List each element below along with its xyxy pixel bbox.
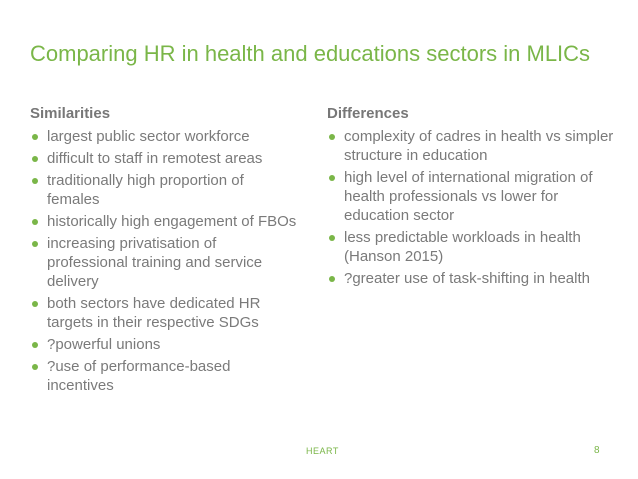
differences-list [327,127,617,288]
bullet-item: both sectors have dedicated HR targets in their respective SDGs [30,294,300,332]
differences-heading: Differences [327,105,409,122]
bullet-item: less predictable workloads in health (Hanson 2015) [327,228,617,266]
bullet-item: complexity of cadres in health vs simpler structure in education [327,127,617,165]
differences-column [327,104,617,291]
bullet-item: ?greater use of task-shifting in health [327,269,617,288]
slide-title: Comparing HR in health and educations sectors in MLICs [30,41,591,66]
bullet-item: ?powerful unions [30,335,300,354]
similarities-list [30,127,300,395]
bullet-item: historically high engagement of FBOs [30,212,300,231]
footer-brand: HEART [306,446,339,456]
bullet-item: increasing privatisation of professional training and service delivery [30,234,300,291]
similarities-column [30,104,300,398]
bullet-item: high level of international migration of health professionals vs lower for education sector [327,168,617,225]
bullet-item: largest public sector workforce [30,127,300,146]
bullet-item: difficult to staff in remotest areas [30,149,300,168]
bullet-item: traditionally high proportion of females [30,171,300,209]
bullet-item: ?use of performance-based incentives [30,357,300,395]
page-number: 8 [594,445,600,456]
similarities-heading: Similarities [30,105,111,122]
